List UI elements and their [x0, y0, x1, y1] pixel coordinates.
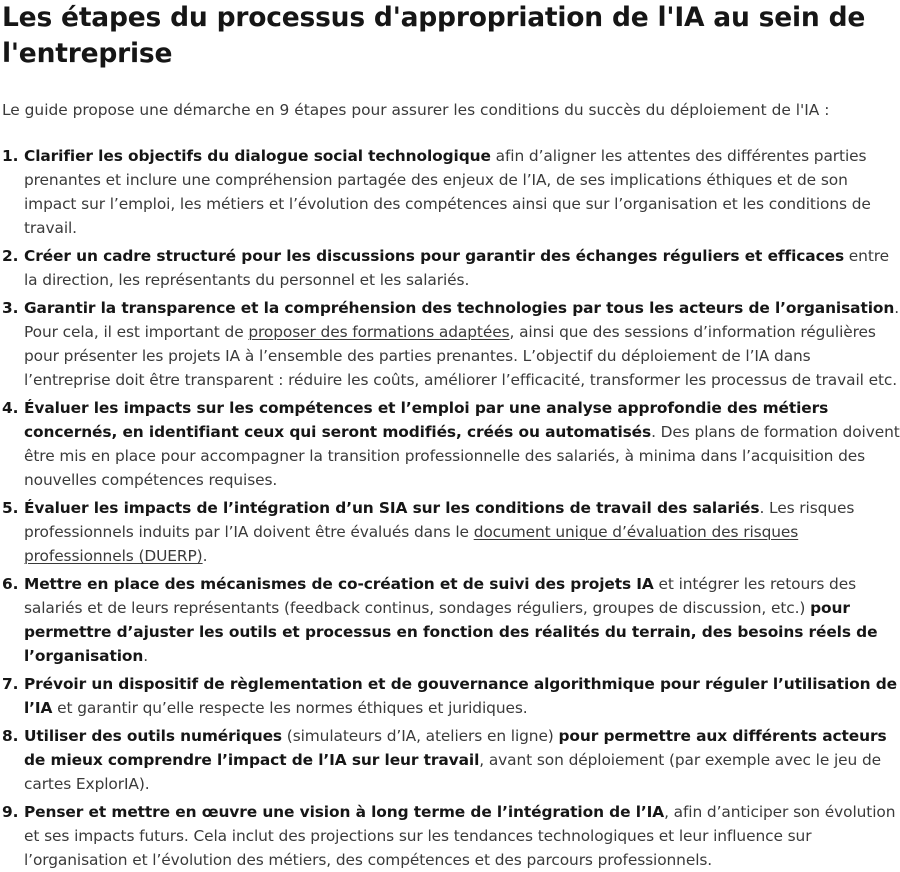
step-1-text: afin d’aligner les attentes des différentes parties prenantes et inclure une compréhension partagée des enjeux de l’IA, de ses implications éthiques et de son impact sur l’emploi, les métiers et l’évolution des compétences ainsi que sur l’organisation et les conditions de travail.: [24, 147, 871, 237]
step-6-heading: Mettre en place des mécanismes de co-création et de suivi des projets IA: [24, 575, 654, 593]
step-number: 5.: [2, 499, 19, 517]
step-4-text: . Des plans de formation doivent être mis en place pour accompagner la transition professionnelle des salariés, à minima dans l’acquisition des nouvelles compétences requises.: [24, 423, 900, 489]
step-2: [2, 244, 900, 292]
step-4-heading: Évaluer les impacts sur les compétences et l’emploi par une analyse approfondie des métiers concernés, en identifiant ceux qui seront modifiés, créés ou automatisés: [24, 399, 829, 441]
duerp-link[interactable]: document unique d’évaluation des risques professionnels (DUERP): [24, 523, 799, 565]
step-7-text: et garantir qu’elle respecte les normes éthiques et juridiques.: [52, 699, 528, 717]
step-6-text-end: .: [143, 647, 149, 665]
step-1: [2, 144, 900, 240]
step-9-text: , afin d’anticiper son évolution et ses impacts futurs. Cela inclut des projections sur les tendances technologiques et leur influence sur l’organisation et l’évolution des métiers, des compétences et des parcours professionnels.: [24, 803, 896, 869]
step-number: 4.: [2, 399, 19, 417]
step-8-emphasis: pour permettre aux différents acteurs de mieux comprendre l’impact de l’IA sur leur travail: [24, 727, 887, 769]
steps-list: [2, 144, 900, 872]
step-8-text-end: , avant son déploiement (par exemple avec le jeu de cartes ExplorIA).: [24, 751, 882, 793]
step-7: [2, 672, 900, 720]
step-6-text: et intégrer les retours des salariés et de leurs représentants (feedback continus, sondages réguliers, groupes de discussion, etc.): [24, 575, 857, 617]
step-3: [2, 296, 900, 392]
step-2-text: entre la direction, les représentants du personnel et les salariés.: [24, 247, 890, 289]
step-9-heading: Penser et mettre en œuvre une vision à long terme de l’intégration de l’IA: [24, 803, 665, 821]
step-number: 3.: [2, 299, 19, 317]
step-5-heading: Évaluer les impacts de l’intégration d’un SIA sur les conditions de travail des salariés: [24, 499, 760, 517]
step-4: [2, 396, 900, 492]
step-5: [2, 496, 900, 568]
page-title: Les étapes du processus d'appropriation de l'IA au sein de l'entreprise: [2, 2, 866, 69]
step-number: 1.: [2, 147, 19, 165]
intro-paragraph: Le guide propose une démarche en 9 étapes pour assurer les conditions du succès du déploiement de l'IA :: [2, 101, 830, 119]
step-number: 8.: [2, 727, 19, 745]
step-8-text: (simulateurs d’IA, ateliers en ligne): [282, 727, 559, 745]
step-3-text-end: , ainsi que des sessions d’information régulières pour présenter les projets IA à l’ensemble des parties prenantes. L’objectif du déploiement de l’IA dans l’entreprise doit être transparent : réduire les coûts, améliorer l’efficacité, transformer les processus de travail etc.: [24, 323, 898, 389]
step-6: [2, 572, 900, 668]
step-9: [2, 800, 900, 872]
step-5-text-end: .: [202, 547, 208, 565]
step-8: [2, 724, 900, 796]
step-3-heading: Garantir la transparence et la compréhension des technologies par tous les acteurs de l’organisation: [24, 299, 895, 317]
step-number: 9.: [2, 803, 19, 821]
step-number: 6.: [2, 575, 19, 593]
step-3-text: . Pour cela, il est important de: [24, 299, 900, 341]
step-1-heading: Clarifier les objectifs du dialogue social technologique: [24, 147, 491, 165]
step-5-text: . Les risques professionnels induits par l’IA doivent être évalués dans le: [24, 499, 855, 541]
formations-link[interactable]: proposer des formations adaptées: [248, 323, 510, 341]
step-2-heading: Créer un cadre structuré pour les discussions pour garantir des échanges réguliers et efficaces: [24, 247, 845, 265]
step-number: 7.: [2, 675, 19, 693]
step-7-heading: Prévoir un dispositif de règlementation et de gouvernance algorithmique pour réguler l’utilisation de l’IA: [24, 675, 897, 717]
step-6-emphasis: pour permettre d’ajuster les outils et processus en fonction des réalités du terrain, des besoins réels de l’organisation: [24, 599, 878, 665]
step-number: 2.: [2, 247, 19, 265]
step-8-heading: Utiliser des outils numériques: [24, 727, 282, 745]
